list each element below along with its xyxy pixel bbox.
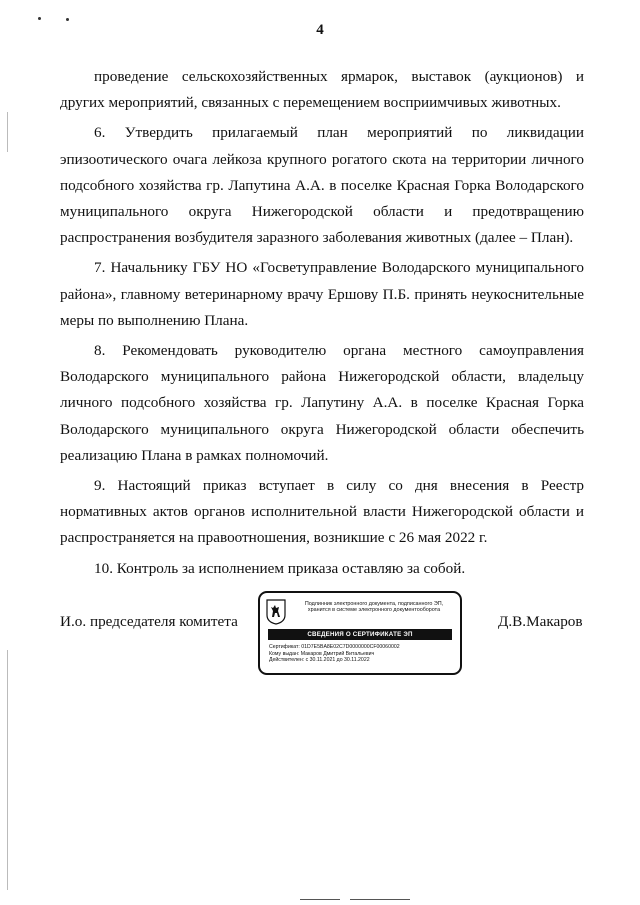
signatory-position: И.о. председателя комитета bbox=[60, 613, 238, 630]
margin-mark bbox=[7, 650, 8, 890]
paragraph-item-10: 10. Контроль за исполнением приказа оставляю за собой. bbox=[94, 559, 466, 577]
certificate-number: Сертификат: 01D7E5BA8E02C7D0000000CF00060002 bbox=[269, 644, 400, 650]
certificate-info-bar: СВЕДЕНИЯ О СЕРТИФИКАТЕ ЭП bbox=[268, 629, 452, 640]
certificate-owner: Кому выдан: Макаров Дмитрий Витальевич bbox=[269, 650, 375, 657]
paragraph-item-7: 7. Начальнику ГБУ НО «Госветуправление Володарского муниципального района», главному ветеринарному врачу Ершову П.Б. принять неукоснительные меры по выполнению Плана. bbox=[60, 259, 584, 329]
certificate-details bbox=[269, 644, 459, 664]
certificate-validity: Действителен: с 30.11.2021 до 30.11.2022 bbox=[269, 657, 370, 664]
paragraph-item-6: 6. Утвердить прилагаемый план мероприятий по ликвидации эпизоотического очага лейкоза крупного рогатого скота на территории личного подсобного хозяйства гр. Лапутина А.А. в поселке Красная Горка Володарского муниципального округа Нижегородской области и предотвращению распространения возбудителя заразного заболевания животных (далее – План). bbox=[60, 124, 584, 247]
scan-speck bbox=[66, 18, 69, 21]
paragraph-continuation: проведение сельскохозяйственных ярмарок, выставок (аукционов) и других мероприятий, связанных с перемещением восприимчивых животных. bbox=[60, 68, 584, 112]
margin-mark bbox=[7, 112, 8, 152]
stamp-header bbox=[290, 601, 458, 614]
paragraph-item-9: 9. Настоящий приказ вступает в силу со дня внесения в Реестр нормативных актов органов исполнительной власти Нижегородской области и распространяется на правоотношения, возникшие с 26 мая 2022 г. bbox=[60, 477, 584, 547]
scan-edge-line bbox=[350, 899, 410, 900]
electronic-signature-stamp bbox=[258, 591, 462, 675]
scan-edge-line bbox=[300, 899, 340, 900]
signatory-name: Д.В.Макаров bbox=[498, 613, 583, 630]
scan-speck bbox=[38, 17, 41, 20]
paragraph-item-8: 8. Рекомендовать руководителю органа местного самоуправления Володарского муниципального района Нижегородской области, владельцу личного подсобного хозяйства гр. Лапутину А.А. в поселке Красная Горка Володарского муниципального округа Нижегородской области обеспечить реализацию Плана в рамках полномочий. bbox=[60, 342, 584, 464]
document-body bbox=[60, 64, 584, 586]
stamp-header-line: Подлинник электронного документа, подписанного ЭП, bbox=[304, 601, 444, 607]
page-number: 4 bbox=[316, 22, 324, 38]
nizhny-novgorod-deer-emblem-icon bbox=[266, 599, 286, 625]
stamp-header-line: хранится в системе электронного документооборота bbox=[307, 607, 441, 614]
